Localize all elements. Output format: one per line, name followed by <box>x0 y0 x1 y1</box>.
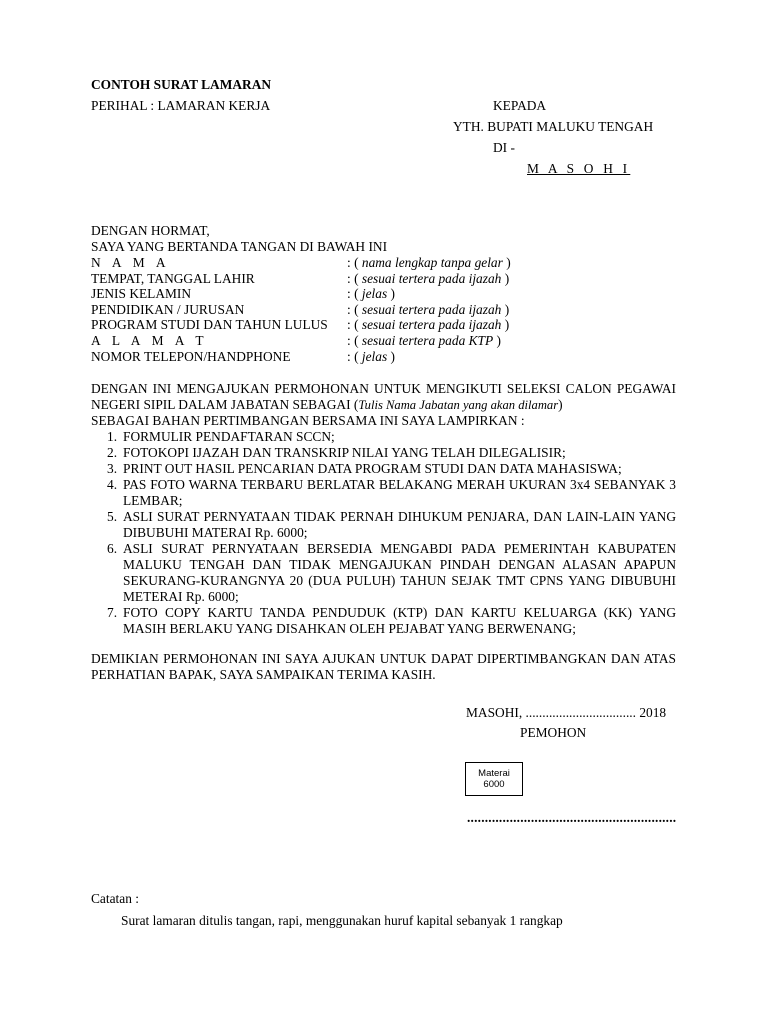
closing-paragraph: DEMIKIAN PERMOHONAN INI SAYA AJUKAN UNTUK DAPAT DIPERTIMBANGKAN DAN ATAS PERHATIAN BAPAK, SAYA SAMPAIKAN TERIMA KASIH. <box>91 651 676 682</box>
intro-position-placeholder: Tulis Nama Jabatan yang akan dilamar <box>358 398 559 412</box>
document-title: CONTOH SURAT LAMARAN <box>91 77 272 92</box>
field-row: PROGRAM STUDI DAN TAHUN LULUS : ( sesuai tertera pada ijazah ) <box>91 317 510 333</box>
field-row: N A M A : ( nama lengkap tanpa gelar ) <box>91 255 511 270</box>
note-label: Catatan : <box>91 891 139 906</box>
field-value: nama lengkap tanpa gelar <box>361 255 503 270</box>
note-text: Surat lamaran ditulis tangan, rapi, menggunakan huruf kapital sebanyak 1 rangkap <box>121 913 563 928</box>
applicant-fields <box>91 255 511 364</box>
field-row: NOMOR TELEPON/HANDPHONE : ( jelas ) <box>91 348 395 364</box>
field-row: JENIS KELAMIN : ( jelas ) <box>91 286 395 302</box>
field-value: sesuai tertera pada ijazah <box>361 270 502 286</box>
stamp-value: 6000 <box>483 779 505 790</box>
field-label: A L A M A T <box>91 332 208 348</box>
applicant-label: PEMOHON <box>520 725 587 740</box>
field-label: N A M A <box>91 255 170 270</box>
subject-line: PERIHAL : LAMARAN KERJA <box>91 98 271 113</box>
field-value: sesuai tertera pada ijazah <box>361 301 502 317</box>
field-value: jelas <box>361 348 388 364</box>
addressee-name: YTH. BUPATI MALUKU TENGAH <box>453 119 654 134</box>
list-item: 3. PRINT OUT HASIL PENCARIAN DATA PROGRAM STUDI DAN DATA MAHASISWA; <box>107 461 622 476</box>
field-label: JENIS KELAMIN <box>91 286 192 302</box>
list-item: 7. FOTO COPY KARTU TANDA PENDUDUK (KTP) DAN KARTU KELUARGA (KK) YANG MASIH BERLAKU YANG DISAHKAN OLEH PEJABAT YANG BERWENANG; <box>107 605 676 636</box>
field-value: sesuai tertera pada KTP <box>361 332 494 348</box>
place-date: MASOHI, ................................. 2018 <box>466 705 667 720</box>
intro-close: ) <box>558 397 563 412</box>
field-row: PENDIDIKAN / JURUSAN : ( sesuai tertera pada ijazah ) <box>91 301 510 317</box>
attachment-list <box>91 429 676 637</box>
list-item: 2. FOTOKOPI IJAZAH DAN TRANSKRIP NILAI YANG TELAH DILEGALISIR; <box>107 445 566 460</box>
signature-line: ........................................................... <box>467 810 677 825</box>
addressee-city: M A S O H I <box>527 161 631 176</box>
stamp-box <box>465 762 523 796</box>
field-value: sesuai tertera pada ijazah <box>361 317 502 333</box>
addressee-kepada: KEPADA <box>493 98 547 113</box>
intro-text: DENGAN INI MENGAJUKAN PERMOHONAN UNTUK MENGIKUTI SELEKSI CALON PEGAWAI NEGERI SIPIL DALAM JABATAN SEBAGAI ( <box>91 381 676 412</box>
field-value: jelas <box>361 286 388 302</box>
addressee-di: DI - <box>493 140 515 155</box>
field-label: TEMPAT, TANGGAL LAHIR <box>91 270 255 286</box>
list-item: 4. PAS FOTO WARNA TERBARU BERLATAR BELAKANG MERAH UKURAN 3x4 SEBANYAK 3 LEMBAR; <box>107 477 676 508</box>
greeting-line-2: SAYA YANG BERTANDA TANGAN DI BAWAH INI <box>91 239 388 254</box>
field-label: PENDIDIKAN / JURUSAN <box>91 301 245 317</box>
field-label: PROGRAM STUDI DAN TAHUN LULUS <box>91 317 328 333</box>
intro-line-2: SEBAGAI BAHAN PERTIMBANGAN BERSAMA INI SAYA LAMPIRKAN : <box>91 413 525 428</box>
intro-paragraph <box>91 381 676 429</box>
greeting <box>91 223 676 255</box>
field-label: NOMOR TELEPON/HANDPHONE <box>91 348 291 364</box>
greeting-line-1: DENGAN HORMAT, <box>91 223 210 238</box>
list-item: 6. ASLI SURAT PERNYATAAN BERSEDIA MENGABDI PADA PEMERINTAH KABUPATEN MALUKU TENGAH DAN TIDAK MENGAJUKAN PINDAH DENGAN ALASAN APAPUN SEKURANG-KURANGNYA 20 (DUA PULUH) TAHUN SEJAK TMT CPNS YANG DIBUBUHI METERAI Rp. 6000; <box>107 541 676 604</box>
stamp-label: Materai <box>478 768 510 779</box>
field-row: A L A M A T : ( sesuai tertera pada KTP ) <box>91 332 501 348</box>
field-row: TEMPAT, TANGGAL LAHIR : ( sesuai tertera pada ijazah ) <box>91 270 510 286</box>
list-item: 1. FORMULIR PENDAFTARAN SCCN; <box>107 429 335 444</box>
list-item: 5. ASLI SURAT PERNYATAAN TIDAK PERNAH DIHUKUM PENJARA, DAN LAIN-LAIN YANG DIBUBUHI MATERAI Rp. 6000; <box>107 509 676 540</box>
